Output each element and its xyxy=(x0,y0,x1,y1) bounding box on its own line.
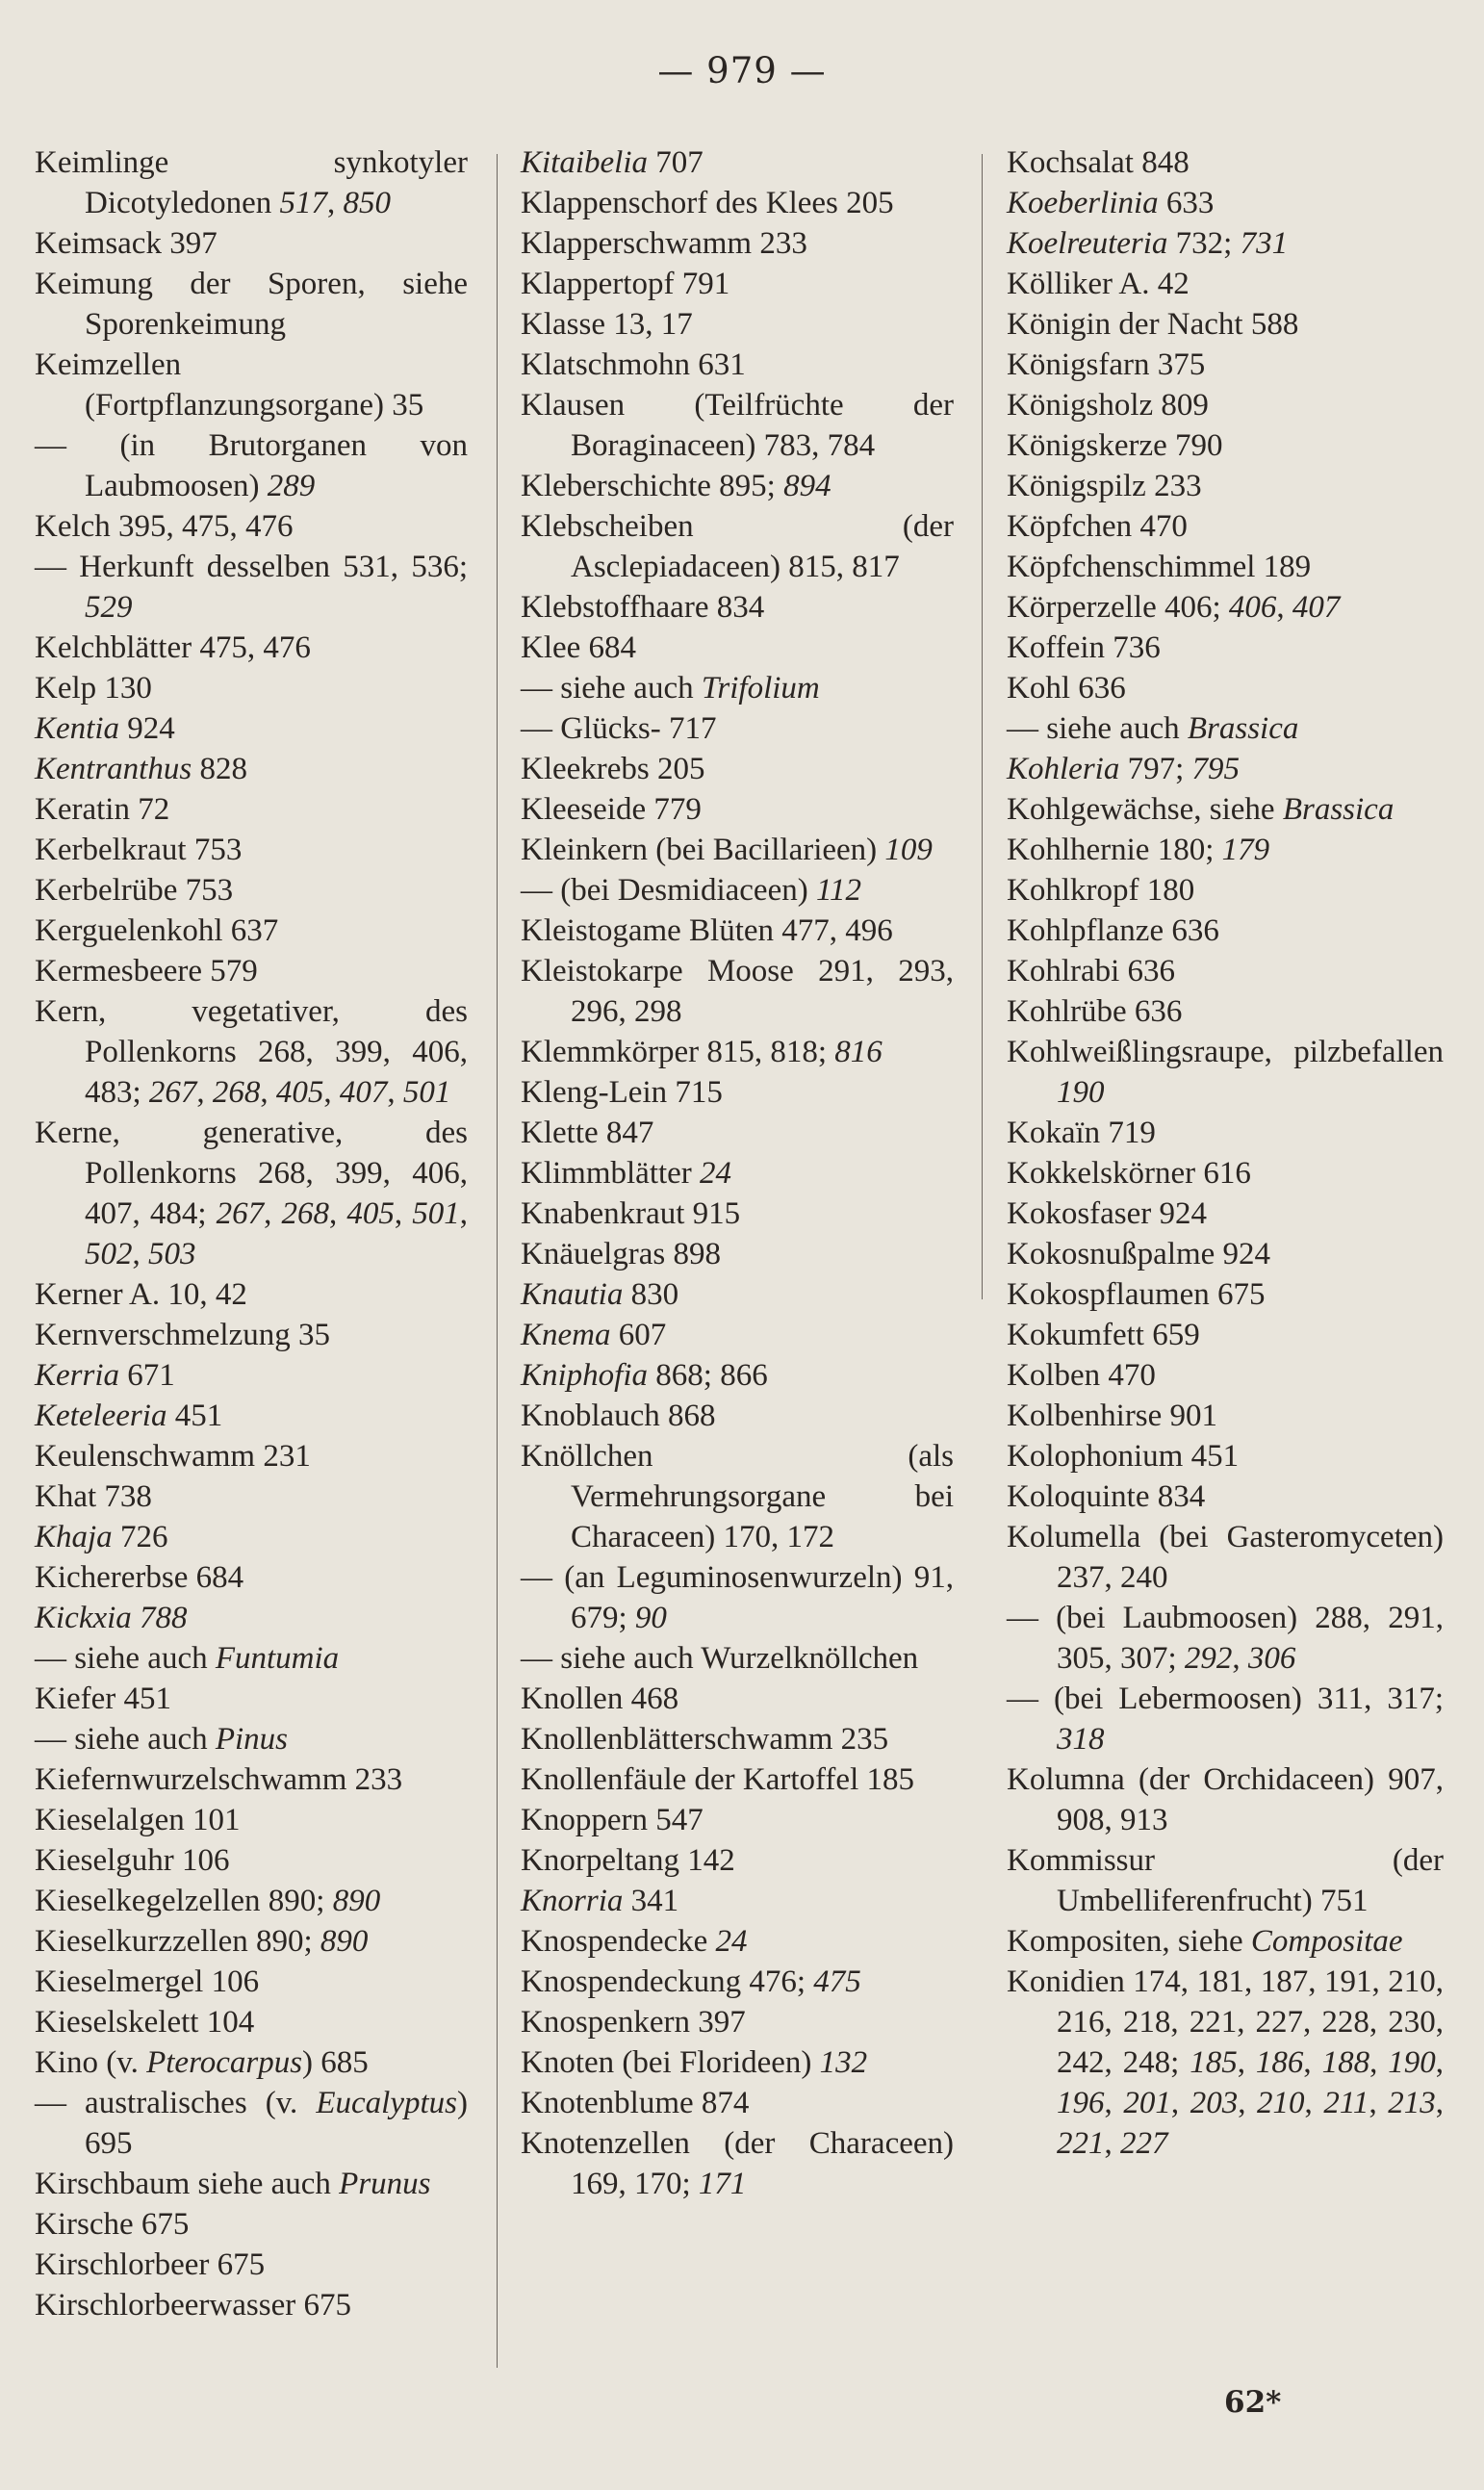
index-entry: Klee 684 xyxy=(521,630,637,665)
index-entry: — siehe auch Brassica xyxy=(1007,711,1299,746)
index-entry: Kokumfett 659 xyxy=(1007,1318,1200,1352)
index-entry: Kommissur (der Umbelliferenfrucht) 751 xyxy=(1007,1843,1444,1918)
index-entry: Knoblauch 868 xyxy=(521,1399,716,1433)
index-entry: Kieselskelett 104 xyxy=(35,2005,255,2040)
index-entry: Köpfchen 470 xyxy=(1007,509,1188,544)
index-entry: Kentia 924 xyxy=(35,711,175,746)
index-entry: Kern, vegetativer, des Pollenkorns 268, 399, 406, 483; 267, 268, 405, 407, 501 xyxy=(35,994,468,1110)
signature-mark: 62* xyxy=(1224,2385,1282,2420)
index-entry: Kleng-Lein 715 xyxy=(521,1075,723,1110)
index-entry: Kolbenhirse 901 xyxy=(1007,1399,1218,1433)
index-entry: Kelp 130 xyxy=(35,671,152,706)
index-entry: Kiefernwurzelschwamm 233 xyxy=(35,1762,403,1797)
index-entry: Klimmblätter 24 xyxy=(521,1156,732,1191)
index-entry: Klatschmohn 631 xyxy=(521,347,746,382)
index-entry: Knospendecke 24 xyxy=(521,1924,748,1959)
index-entry: — australisches (v. Eucalyptus) 695 xyxy=(35,2086,468,2161)
index-entry: Königsholz 809 xyxy=(1007,388,1209,423)
index-entry: Kelchblätter 475, 476 xyxy=(35,630,311,665)
index-entry: Kolophonium 451 xyxy=(1007,1439,1240,1474)
index-entry: Kleeseide 779 xyxy=(521,792,702,827)
index-entry: Kohlrabi 636 xyxy=(1007,954,1176,988)
index-entry: Kernverschmelzung 35 xyxy=(35,1318,330,1352)
index-entry: Kohlweißlingsraupe, pilzbefallen 190 xyxy=(1007,1035,1444,1110)
index-entry: Kirschlorbeerwasser 675 xyxy=(35,2288,351,2323)
index-entry: Keimlinge synkotyler Dicotyledonen 517, 850 xyxy=(35,145,468,220)
index-entry: Knospenkern 397 xyxy=(521,2005,746,2040)
index-entry: Kitaibelia 707 xyxy=(521,145,704,180)
index-entry: Khat 738 xyxy=(35,1479,152,1514)
index-entry: Königin der Nacht 588 xyxy=(1007,307,1299,342)
index-column-3 xyxy=(1007,142,1444,2164)
index-entry: Kleekrebs 205 xyxy=(521,752,705,786)
index-entry: Kokosnußpalme 924 xyxy=(1007,1237,1271,1271)
index-entry: Kleberschichte 895; 894 xyxy=(521,469,832,503)
index-entry: Kohlrübe 636 xyxy=(1007,994,1183,1029)
index-entry: Kieselkegelzellen 890; 890 xyxy=(35,1884,381,1918)
index-column-1 xyxy=(35,142,468,2325)
index-entry: Kirschbaum siehe auch Prunus xyxy=(35,2167,431,2201)
index-entry: Koeberlinia 633 xyxy=(1007,186,1215,220)
index-entry: Königskerze 790 xyxy=(1007,428,1223,463)
index-entry: Kirsche 675 xyxy=(35,2207,190,2242)
index-entry: Königspilz 233 xyxy=(1007,469,1202,503)
index-entry: Keulenschwamm 231 xyxy=(35,1439,311,1474)
index-entry: Kelch 395, 475, 476 xyxy=(35,509,294,544)
index-entry: Kerria 671 xyxy=(35,1358,175,1393)
index-entry: Klemmkörper 815, 818; 816 xyxy=(521,1035,883,1069)
index-entry: Knoppern 547 xyxy=(521,1803,704,1837)
index-entry: Kolben 470 xyxy=(1007,1358,1156,1393)
index-entry: Kerner A. 10, 42 xyxy=(35,1277,247,1312)
index-entry: Knautia 830 xyxy=(521,1277,679,1312)
index-entry: Kohleria 797; 795 xyxy=(1007,752,1241,786)
index-entry: Kochsalat 848 xyxy=(1007,145,1190,180)
index-entry: — (bei Laubmoosen) 288, 291, 305, 307; 292, 306 xyxy=(1007,1601,1444,1676)
index-entry: Klebstoffhaare 834 xyxy=(521,590,765,625)
index-entry: Kichererbse 684 xyxy=(35,1560,244,1595)
index-entry: Kölliker A. 42 xyxy=(1007,267,1190,301)
page-number: — 979 — xyxy=(657,50,827,91)
index-entry: Kerbelkraut 753 xyxy=(35,833,243,867)
index-entry: Kohl 636 xyxy=(1007,671,1126,706)
index-entry: Kentranthus 828 xyxy=(35,752,247,786)
index-entry: Kleistokarpe Moose 291, 293, 296, 298 xyxy=(521,954,954,1029)
index-entry: Keimung der Sporen, siehe Sporenkeimung xyxy=(35,267,468,342)
index-entry: Klasse 13, 17 xyxy=(521,307,693,342)
index-entry: — (in Brutorganen von Laubmoosen) 289 xyxy=(35,428,468,503)
index-entry: Knöllchen (als Vermehrungsorgane bei Characeen) 170, 172 xyxy=(521,1439,954,1554)
index-entry: Körperzelle 406; 406, 407 xyxy=(1007,590,1341,625)
index-entry: — (bei Lebermoosen) 311, 317; 318 xyxy=(1007,1681,1444,1757)
index-entry: Knäuelgras 898 xyxy=(521,1237,722,1271)
index-entry: Kiefer 451 xyxy=(35,1681,172,1716)
index-entry: Kerbelrübe 753 xyxy=(35,873,234,908)
index-entry: Kokosfaser 924 xyxy=(1007,1196,1208,1231)
index-entry: Klette 847 xyxy=(521,1116,654,1150)
index-entry: Khaja 726 xyxy=(35,1520,168,1554)
index-entry: — siehe auch Funtumia xyxy=(35,1641,340,1676)
index-entry: Keteleeria 451 xyxy=(35,1399,223,1433)
index-entry: Koffein 736 xyxy=(1007,630,1161,665)
index-entry: Koloquinte 834 xyxy=(1007,1479,1206,1514)
index-entry: Kieselmergel 106 xyxy=(35,1964,260,1999)
index-entry: Königsfarn 375 xyxy=(1007,347,1206,382)
index-entry: — siehe auch Trifolium xyxy=(521,671,820,706)
index-entry: Kerguelenkohl 637 xyxy=(35,913,279,948)
index-entry: Kohlkropf 180 xyxy=(1007,873,1195,908)
index-entry: Kniphofia 868; 866 xyxy=(521,1358,768,1393)
index-entry: Köpfchenschimmel 189 xyxy=(1007,550,1312,584)
index-entry: — Herkunft desselben 531, 536; 529 xyxy=(35,550,468,625)
index-entry: Kieselkurzzellen 890; 890 xyxy=(35,1924,369,1959)
index-entry: Kieselalgen 101 xyxy=(35,1803,241,1837)
index-entry: Knorpeltang 142 xyxy=(521,1843,735,1878)
index-entry: Knorria 341 xyxy=(521,1884,679,1918)
index-entry: — siehe auch Wurzelknöllchen xyxy=(521,1641,919,1676)
index-entry: Kino (v. Pterocarpus) 685 xyxy=(35,2045,369,2080)
index-entry: — (an Leguminosenwurzeln) 91, 679; 90 xyxy=(521,1560,954,1635)
index-entry: Klausen (Teilfrüchte der Boraginaceen) 783, 784 xyxy=(521,388,954,463)
index-entry: Knoten (bei Florideen) 132 xyxy=(521,2045,868,2080)
column-divider xyxy=(497,154,498,2368)
index-entry: Koelreuteria 732; 731 xyxy=(1007,226,1289,261)
index-entry: Knospendeckung 476; 475 xyxy=(521,1964,861,1999)
index-entry: Kirschlorbeer 675 xyxy=(35,2247,266,2282)
index-entry: Knollen 468 xyxy=(521,1681,679,1716)
index-entry: Kokaïn 719 xyxy=(1007,1116,1156,1150)
index-entry: Konidien 174, 181, 187, 191, 210, 216, 218, 221, 227, 228, 230, 242, 248; 185, 186, 188, 190, 196, 201, 203, 210, 211, 213, 221, 227 xyxy=(1007,1964,1445,2161)
index-entry: Keimzellen (Fortpflanzungsorgane) 35 xyxy=(35,347,424,423)
index-entry: Knollenblätterschwamm 235 xyxy=(521,1722,889,1757)
index-entry: — (bei Desmidiaceen) 112 xyxy=(521,873,862,908)
index-entry: Kleistogame Blüten 477, 496 xyxy=(521,913,893,948)
index-entry: Kieselguhr 106 xyxy=(35,1843,230,1878)
index-entry: Knotenblume 874 xyxy=(521,2086,750,2120)
index-entry: Kohlpflanze 636 xyxy=(1007,913,1219,948)
index-entry: Keratin 72 xyxy=(35,792,170,827)
index-entry: Kleinkern (bei Bacillarieen) 109 xyxy=(521,833,933,867)
column-divider xyxy=(982,154,983,1299)
index-entry: Kompositen, siehe Compositae xyxy=(1007,1924,1403,1959)
index-entry: Klebscheiben (der Asclepiadaceen) 815, 817 xyxy=(521,509,954,584)
index-entry: — Glücks- 717 xyxy=(521,711,717,746)
index-entry: Knabenkraut 915 xyxy=(521,1196,741,1231)
index-entry: Kermesbeere 579 xyxy=(35,954,258,988)
index-entry: Kolumna (der Orchidaceen) 907, 908, 913 xyxy=(1007,1762,1444,1837)
index-entry: Knollenfäule der Kartoffel 185 xyxy=(521,1762,914,1797)
index-entry: Klapperschwamm 233 xyxy=(521,226,807,261)
index-entry: Knotenzellen (der Characeen) 169, 170; 171 xyxy=(521,2126,954,2201)
index-entry: Keimsack 397 xyxy=(35,226,217,261)
index-entry: Kokkelskörner 616 xyxy=(1007,1156,1251,1191)
index-entry: Klappertopf 791 xyxy=(521,267,730,301)
index-entry: Kohlgewächse, siehe Brassica xyxy=(1007,792,1394,827)
index-entry: Kokospflaumen 675 xyxy=(1007,1277,1266,1312)
index-entry: Kerne, generative, des Pollenkorns 268, 399, 406, 407, 484; 267, 268, 405, 501, 502, 503 xyxy=(35,1116,469,1271)
index-column-2 xyxy=(521,142,954,2204)
index-entry: Klappenschorf des Klees 205 xyxy=(521,186,894,220)
index-entry: Kolumella (bei Gasteromyceten) 237, 240 xyxy=(1007,1520,1444,1595)
index-entry: — siehe auch Pinus xyxy=(35,1722,289,1757)
index-entry: Kohlhernie 180; 179 xyxy=(1007,833,1270,867)
index-entry: Kickxia 788 xyxy=(35,1601,188,1635)
index-entry: Knema 607 xyxy=(521,1318,667,1352)
